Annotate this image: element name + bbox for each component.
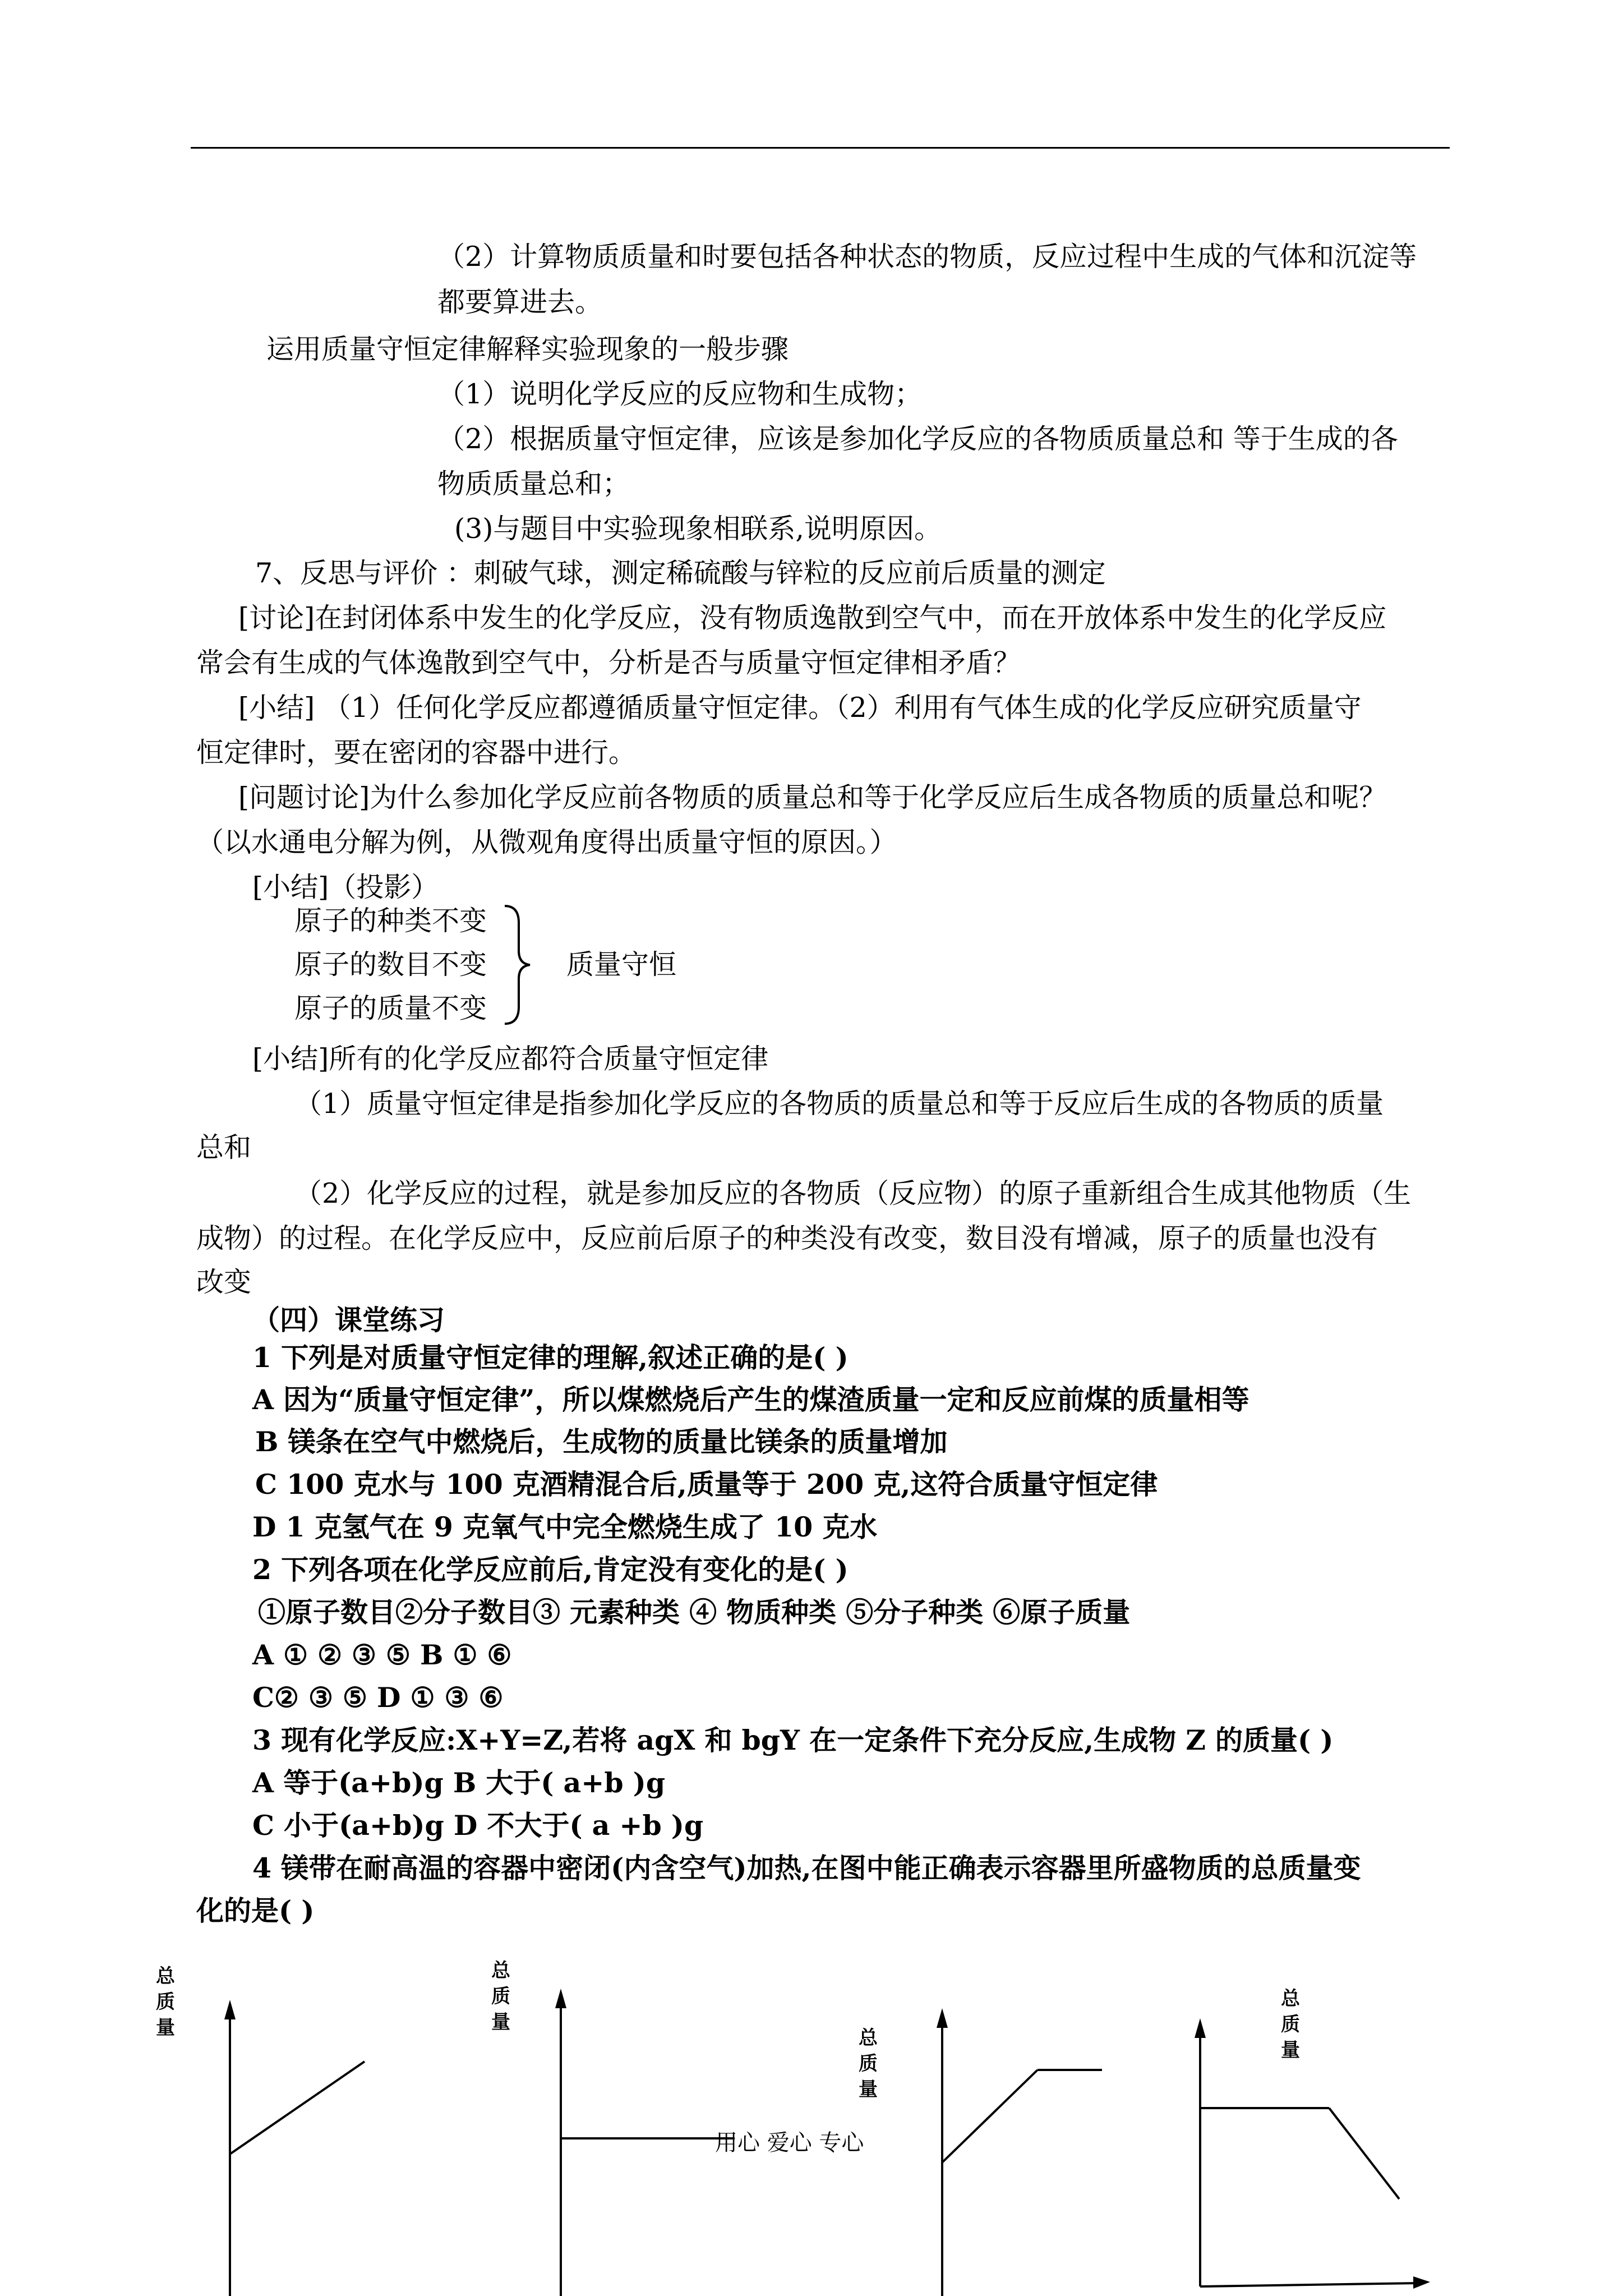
text-line: 恒定律时，要在密闭的容器中进行。 <box>196 737 637 769</box>
brace-result: 质量守恒 <box>566 949 677 981</box>
question-3: 3 现有化学反应:X+Y=Z,若将 agX 和 bgY 在一定条件下充分反应,生成物 Z 的质量( ) <box>252 1724 1334 1756</box>
brace-item-3: 原子的质量不变 <box>294 992 487 1024</box>
text-line: [小结] （1）任何化学反应都遵循质量守恒定律。（2）利用有气体生成的化学反应研究质量守 <box>238 692 1362 724</box>
text-line: 运用质量守恒定律解释实验现象的一般步骤 <box>266 333 789 365</box>
text-line: 7、反思与评价 ：刺破气球，测定稀硫酸与锌粒的反应前后质量的测定 <box>255 557 1106 589</box>
text-line: 成物）的过程。在化学反应中，反应前后原子的种类没有改变，数目没有增减，原子的质量也没有 <box>196 1222 1378 1254</box>
option-2cd: C② ③ ⑤ D ① ③ ⑥ <box>252 1681 504 1714</box>
text-line: （1）说明化学反应的反应物和生成物； <box>437 378 923 410</box>
header-rule <box>191 147 1450 149</box>
text-line: [小结]（投影） <box>252 871 439 903</box>
text-line: (3)与题目中实验现象相联系,说明原因。 <box>454 513 942 545</box>
option-1b: B 镁条在空气中燃烧后，生成物的质量比镁条的质量增加 <box>255 1425 948 1458</box>
section-heading: （四）课堂练习 <box>252 1304 445 1336</box>
text-line: （2）根据质量守恒定律，应该是参加化学反应的各物质质量总和 等于生成的各 <box>437 423 1398 455</box>
text-line: （1）质量守恒定律是指参加化学反应的各物质的质量总和等于反应后生成的各物质的质量 <box>294 1088 1384 1120</box>
text-line: [问题讨论]为什么参加化学反应前各物质的质量总和等于化学反应后生成各物质的质量总和呢？ <box>238 781 1387 813</box>
text-line: 总和 <box>196 1131 252 1163</box>
brace-item-2: 原子的数目不变 <box>294 949 487 981</box>
question-2: 2 下列各项在化学反应前后,肯定没有变化的是( ) <box>252 1553 849 1586</box>
text-line: [小结]所有的化学反应都符合质量守恒定律 <box>252 1043 769 1075</box>
option-2ab: A ① ② ③ ⑤ B ① ⑥ <box>252 1639 512 1671</box>
footer-motto: 用心 爱心 专心 <box>715 2130 864 2156</box>
text-line: 常会有生成的气体逸散到空气中，分析是否与质量守恒定律相矛盾？ <box>196 647 1021 679</box>
right-brace <box>502 903 536 1027</box>
question-4-cont: 化的是( ) <box>196 1894 315 1927</box>
text-line: 物质质量总和； <box>437 468 630 500</box>
question-1: 1 下列是对质量守恒定律的理解,叙述正确的是( ) <box>252 1341 849 1374</box>
text-line: （2）化学反应的过程，就是参加反应的各物质（反应物）的原子重新组合生成其他物质（生 <box>294 1177 1412 1209</box>
graph-c <box>925 2008 1110 2296</box>
text-line: 改变 <box>196 1266 252 1298</box>
graph-d <box>1183 2018 1436 2296</box>
option-1c: C 100 克水与 100 克酒精混合后,质量等于 200 克,这符合质量守恒定律 <box>255 1468 1158 1501</box>
option-3ab: A 等于(a+b)g B 大于( a+b )g <box>252 1766 666 1799</box>
graph-a <box>213 2000 376 2296</box>
option-1d: D 1 克氢气在 9 克氧气中完全燃烧生成了 10 克水 <box>252 1511 878 1543</box>
option-3cd: C 小于(a+b)g D 不大于( a +b )g <box>252 1809 704 1842</box>
text-line: （2）计算物质质量和时要包括各种状态的物质，反应过程中生成的气体和沉淀等 <box>437 241 1417 273</box>
question-2-items: ①原子数目②分子数目③ 元素种类 ④ 物质种类 ⑤分子种类 ⑥原子质量 <box>258 1596 1131 1628</box>
text-line: 都要算进去。 <box>437 286 603 318</box>
graph-c-ylabel: 总质量 <box>859 2027 878 2101</box>
graph-d-ylabel: 总质量 <box>1281 1987 1300 2062</box>
graph-a-ylabel: 总质量 <box>156 1965 175 2039</box>
graph-b-ylabel: 总质量 <box>491 1959 510 2033</box>
text-line: （以水通电分解为例，从微观角度得出质量守恒的原因。） <box>196 826 897 858</box>
brace-item-1: 原子的种类不变 <box>294 905 487 937</box>
question-4: 4 镁带在耐高温的容器中密闭(内含空气)加热,在图中能正确表示容器里所盛物质的总质量变 <box>252 1852 1361 1884</box>
text-line: [讨论]在封闭体系中发生的化学反应，没有物质逸散到空气中，而在开放体系中发生的化学反应 <box>238 602 1387 634</box>
option-1a: A 因为“质量守恒定律”，所以煤燃烧后产生的煤渣质量一定和反应前煤的质量相等 <box>252 1383 1249 1416</box>
